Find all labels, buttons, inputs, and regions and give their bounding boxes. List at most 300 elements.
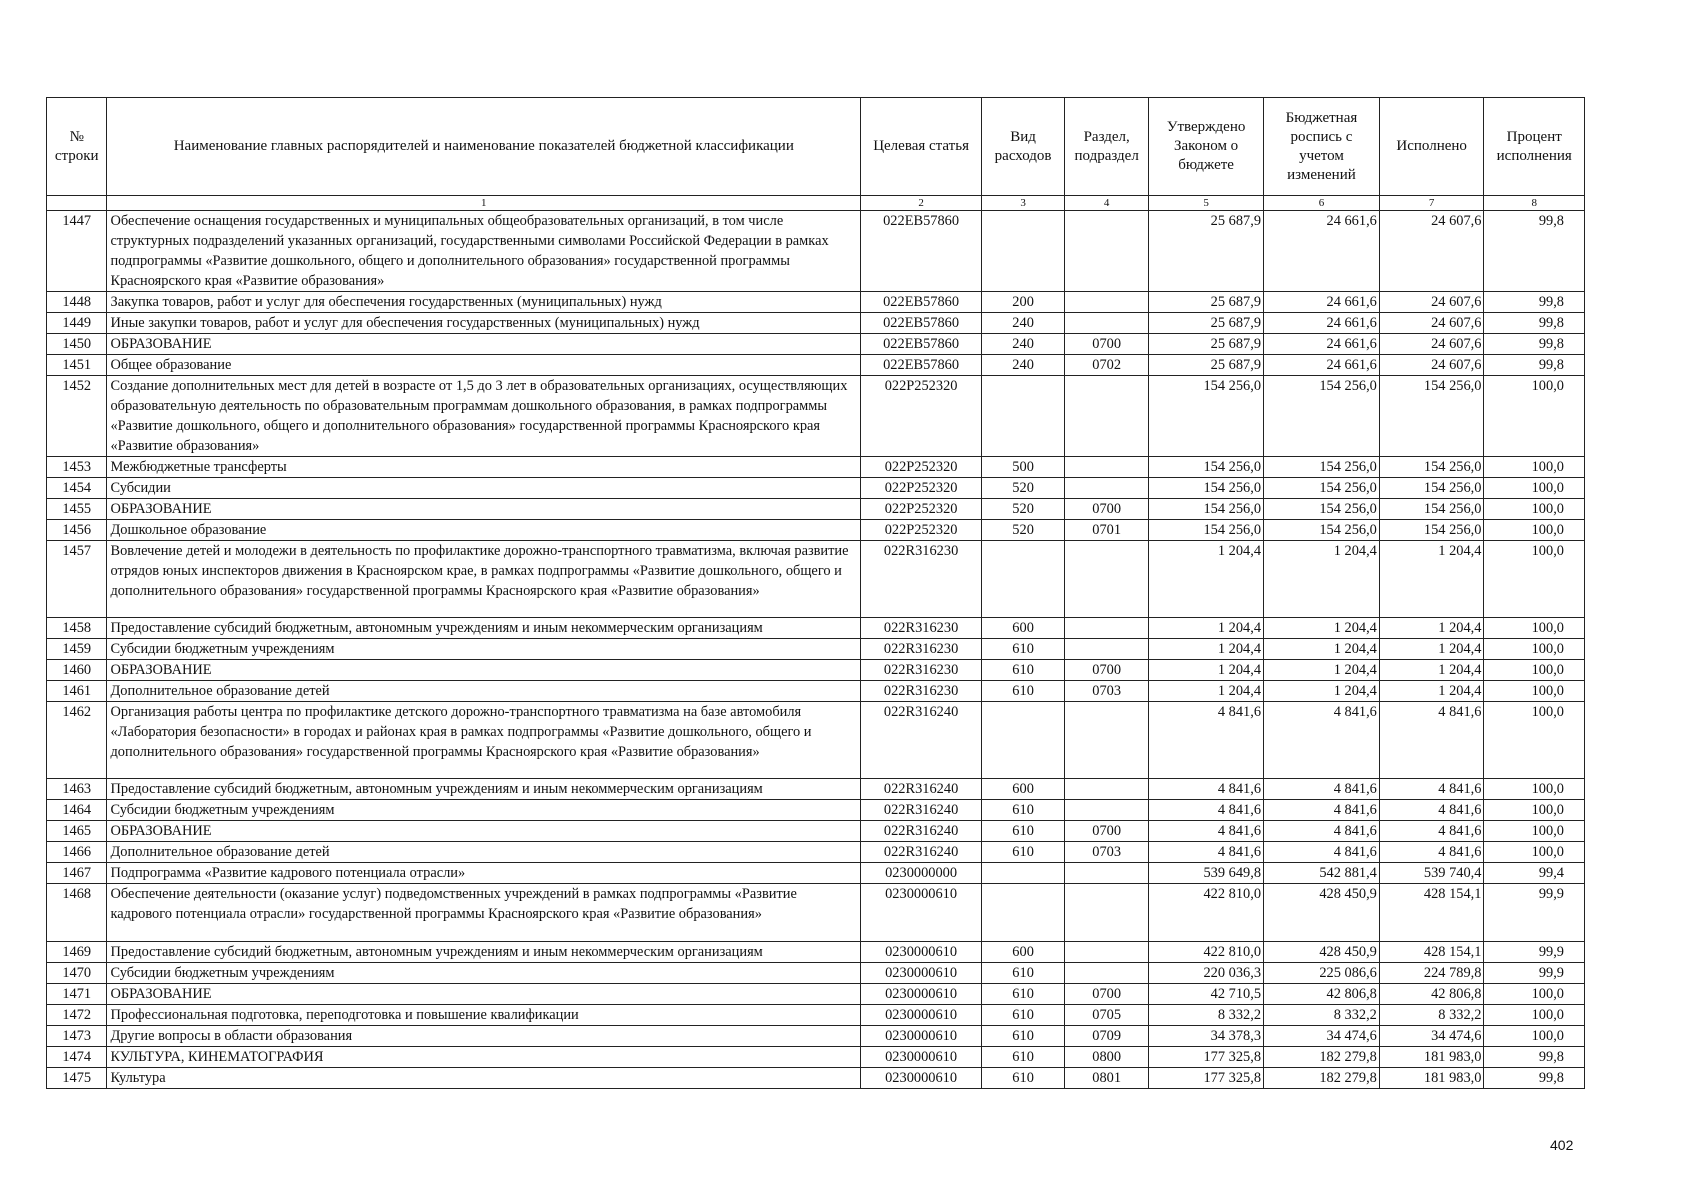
row-expense-type: 520 <box>982 478 1065 499</box>
table-row <box>47 292 1585 313</box>
row-percent: 100,0 <box>1484 1026 1585 1047</box>
row-approved: 8 332,2 <box>1149 1005 1264 1026</box>
row-target-article: 022R316230 <box>861 681 982 702</box>
row-number: 1469 <box>47 942 107 963</box>
table-row <box>47 863 1585 884</box>
row-percent: 100,0 <box>1484 660 1585 681</box>
row-section <box>1065 963 1149 984</box>
row-expense-type: 610 <box>982 963 1065 984</box>
row-approved: 154 256,0 <box>1149 376 1264 457</box>
budget-table-sheet <box>46 97 1585 1089</box>
row-target-article: 022R316230 <box>861 639 982 660</box>
table-row <box>47 660 1585 681</box>
row-section <box>1065 618 1149 639</box>
header-percent: Процент исполнения <box>1484 98 1585 196</box>
row-approved: 220 036,3 <box>1149 963 1264 984</box>
row-name: Создание дополнительных мест для детей в возрасте от 1,5 до 3 лет в образовательных организациях, осуществляющих образовательную деятельность по образовательным программам дошкольного образования, в рамках подпрограммы «Развитие дошкольного, общего и дополнительного образования» государственной программы Красноярского края «Развитие образования» <box>107 376 861 457</box>
row-executed: 24 607,6 <box>1379 313 1484 334</box>
row-approved: 25 687,9 <box>1149 313 1264 334</box>
row-number: 1468 <box>47 884 107 942</box>
row-budget-list: 542 881,4 <box>1264 863 1380 884</box>
row-expense-type: 240 <box>982 334 1065 355</box>
row-expense-type: 610 <box>982 1068 1065 1089</box>
row-number: 1472 <box>47 1005 107 1026</box>
row-percent: 99,9 <box>1484 884 1585 942</box>
row-section <box>1065 942 1149 963</box>
row-target-article: 0230000610 <box>861 942 982 963</box>
header-name: Наименование главных распорядителей и наименование показателей бюджетной классификации <box>107 98 861 196</box>
row-budget-list: 428 450,9 <box>1264 884 1380 942</box>
row-expense-type: 610 <box>982 660 1065 681</box>
row-approved: 1 204,4 <box>1149 618 1264 639</box>
table-row <box>47 1026 1585 1047</box>
row-name: Предоставление субсидий бюджетным, автономным учреждениям и иным некоммерческим организациям <box>107 779 861 800</box>
row-approved: 154 256,0 <box>1149 478 1264 499</box>
row-target-article: 022R316240 <box>861 800 982 821</box>
row-expense-type: 610 <box>982 821 1065 842</box>
column-number: 8 <box>1484 196 1585 211</box>
row-name: Обеспечение деятельности (оказание услуг) подведомственных учреждений в рамках подпрограммы «Развитие кадрового потенциала отрасли» государственной программы Красноярского края «Развитие образования» <box>107 884 861 942</box>
row-name: Общее образование <box>107 355 861 376</box>
row-target-article: 022P252320 <box>861 376 982 457</box>
table-body <box>47 211 1585 1089</box>
table-row <box>47 842 1585 863</box>
row-budget-list: 154 256,0 <box>1264 499 1380 520</box>
row-percent: 99,8 <box>1484 1047 1585 1068</box>
row-number: 1460 <box>47 660 107 681</box>
row-name: КУЛЬТУРА, КИНЕМАТОГРАФИЯ <box>107 1047 861 1068</box>
row-approved: 25 687,9 <box>1149 292 1264 313</box>
row-expense-type: 240 <box>982 355 1065 376</box>
table-row <box>47 800 1585 821</box>
row-percent: 100,0 <box>1484 541 1585 618</box>
row-number: 1454 <box>47 478 107 499</box>
table-row <box>47 334 1585 355</box>
row-name: Предоставление субсидий бюджетным, автономным учреждениям и иным некоммерческим организациям <box>107 942 861 963</box>
row-number: 1470 <box>47 963 107 984</box>
row-expense-type: 610 <box>982 1047 1065 1068</box>
row-number: 1464 <box>47 800 107 821</box>
row-approved: 4 841,6 <box>1149 821 1264 842</box>
table-row <box>47 779 1585 800</box>
row-number: 1448 <box>47 292 107 313</box>
table-row <box>47 499 1585 520</box>
row-executed: 1 204,4 <box>1379 639 1484 660</box>
row-executed: 24 607,6 <box>1379 355 1484 376</box>
row-approved: 4 841,6 <box>1149 800 1264 821</box>
row-expense-type: 610 <box>982 984 1065 1005</box>
table-row <box>47 884 1585 942</box>
row-number: 1465 <box>47 821 107 842</box>
row-budget-list: 8 332,2 <box>1264 1005 1380 1026</box>
table-row <box>47 1047 1585 1068</box>
row-section: 0709 <box>1065 1026 1149 1047</box>
row-section: 0700 <box>1065 660 1149 681</box>
row-approved: 154 256,0 <box>1149 457 1264 478</box>
row-name: Субсидии бюджетным учреждениям <box>107 639 861 660</box>
row-percent: 99,8 <box>1484 355 1585 376</box>
row-target-article: 0230000610 <box>861 984 982 1005</box>
row-approved: 4 841,6 <box>1149 702 1264 779</box>
header-budget-list: Бюджетная роспись с учетом изменений <box>1264 98 1380 196</box>
row-name: ОБРАЗОВАНИЕ <box>107 984 861 1005</box>
row-budget-list: 182 279,8 <box>1264 1047 1380 1068</box>
row-name: Дополнительное образование детей <box>107 842 861 863</box>
row-percent: 99,8 <box>1484 292 1585 313</box>
row-target-article: 022R316230 <box>861 618 982 639</box>
row-expense-type: 600 <box>982 618 1065 639</box>
column-number: 2 <box>861 196 982 211</box>
table-row <box>47 639 1585 660</box>
row-target-article: 0230000610 <box>861 963 982 984</box>
header-target-article: Целевая статья <box>861 98 982 196</box>
row-expense-type: 200 <box>982 292 1065 313</box>
row-target-article: 0230000610 <box>861 1047 982 1068</box>
row-executed: 154 256,0 <box>1379 520 1484 541</box>
row-expense-type <box>982 376 1065 457</box>
row-number: 1471 <box>47 984 107 1005</box>
row-executed: 154 256,0 <box>1379 457 1484 478</box>
row-percent: 100,0 <box>1484 639 1585 660</box>
row-section: 0801 <box>1065 1068 1149 1089</box>
row-percent: 100,0 <box>1484 702 1585 779</box>
row-budget-list: 1 204,4 <box>1264 618 1380 639</box>
row-executed: 428 154,1 <box>1379 942 1484 963</box>
row-approved: 154 256,0 <box>1149 499 1264 520</box>
row-target-article: 022P252320 <box>861 520 982 541</box>
row-number: 1453 <box>47 457 107 478</box>
row-name: Предоставление субсидий бюджетным, автономным учреждениям и иным некоммерческим организациям <box>107 618 861 639</box>
row-executed: 181 983,0 <box>1379 1068 1484 1089</box>
table-row <box>47 984 1585 1005</box>
row-budget-list: 154 256,0 <box>1264 376 1380 457</box>
row-approved: 25 687,9 <box>1149 355 1264 376</box>
row-expense-type: 610 <box>982 1026 1065 1047</box>
row-percent: 100,0 <box>1484 520 1585 541</box>
row-percent: 100,0 <box>1484 800 1585 821</box>
row-name: Закупка товаров, работ и услуг для обеспечения государственных (муниципальных) нужд <box>107 292 861 313</box>
row-approved: 1 204,4 <box>1149 681 1264 702</box>
row-expense-type: 600 <box>982 779 1065 800</box>
header-row-no: № строки <box>47 98 107 196</box>
row-expense-type: 610 <box>982 800 1065 821</box>
row-executed: 24 607,6 <box>1379 211 1484 292</box>
row-name: ОБРАЗОВАНИЕ <box>107 334 861 355</box>
row-budget-list: 4 841,6 <box>1264 702 1380 779</box>
row-target-article: 022R316240 <box>861 779 982 800</box>
row-target-article: 022EB57860 <box>861 355 982 376</box>
row-percent: 100,0 <box>1484 779 1585 800</box>
row-target-article: 022EB57860 <box>861 211 982 292</box>
row-approved: 177 325,8 <box>1149 1047 1264 1068</box>
row-percent: 99,8 <box>1484 313 1585 334</box>
row-executed: 224 789,8 <box>1379 963 1484 984</box>
row-executed: 539 740,4 <box>1379 863 1484 884</box>
row-name: Организация работы центра по профилактике детского дорожно-транспортного травматизма на базе автомобиля «Лаборатория безопасности» в городах и районах края в рамках подпрограммы «Развитие дошкольного, общего и дополнительного образования» государственной программы Красноярского края «Развитие образования» <box>107 702 861 779</box>
row-name: Субсидии бюджетным учреждениям <box>107 963 861 984</box>
row-percent: 100,0 <box>1484 681 1585 702</box>
row-expense-type <box>982 541 1065 618</box>
row-approved: 34 378,3 <box>1149 1026 1264 1047</box>
column-number: 5 <box>1149 196 1264 211</box>
row-number: 1466 <box>47 842 107 863</box>
row-approved: 1 204,4 <box>1149 639 1264 660</box>
row-number: 1451 <box>47 355 107 376</box>
row-target-article: 022EB57860 <box>861 313 982 334</box>
row-section <box>1065 376 1149 457</box>
row-budget-list: 182 279,8 <box>1264 1068 1380 1089</box>
row-budget-list: 34 474,6 <box>1264 1026 1380 1047</box>
row-name: Иные закупки товаров, работ и услуг для обеспечения государственных (муниципальных) нужд <box>107 313 861 334</box>
row-number: 1459 <box>47 639 107 660</box>
row-name: ОБРАЗОВАНИЕ <box>107 499 861 520</box>
row-number: 1462 <box>47 702 107 779</box>
row-section: 0700 <box>1065 821 1149 842</box>
row-number: 1447 <box>47 211 107 292</box>
column-number-blank <box>47 196 107 211</box>
row-section <box>1065 863 1149 884</box>
column-number: 7 <box>1379 196 1484 211</box>
row-section: 0703 <box>1065 681 1149 702</box>
row-budget-list: 1 204,4 <box>1264 639 1380 660</box>
header-row <box>47 98 1585 196</box>
row-percent: 100,0 <box>1484 478 1585 499</box>
row-section: 0701 <box>1065 520 1149 541</box>
row-section: 0700 <box>1065 334 1149 355</box>
row-approved: 422 810,0 <box>1149 884 1264 942</box>
row-number: 1455 <box>47 499 107 520</box>
row-budget-list: 154 256,0 <box>1264 520 1380 541</box>
row-target-article: 022P252320 <box>861 478 982 499</box>
row-budget-list: 24 661,6 <box>1264 334 1380 355</box>
row-target-article: 022EB57860 <box>861 334 982 355</box>
row-number: 1474 <box>47 1047 107 1068</box>
row-expense-type <box>982 211 1065 292</box>
row-percent: 100,0 <box>1484 821 1585 842</box>
row-executed: 1 204,4 <box>1379 541 1484 618</box>
row-percent: 100,0 <box>1484 984 1585 1005</box>
row-section <box>1065 884 1149 942</box>
row-section: 0705 <box>1065 1005 1149 1026</box>
row-name: ОБРАЗОВАНИЕ <box>107 660 861 681</box>
column-number: 1 <box>107 196 861 211</box>
row-name: Межбюджетные трансферты <box>107 457 861 478</box>
row-expense-type <box>982 884 1065 942</box>
row-percent: 99,8 <box>1484 211 1585 292</box>
page-number: 402 <box>1550 1137 1574 1153</box>
row-section <box>1065 541 1149 618</box>
row-name: Профессиональная подготовка, переподготовка и повышение квалификации <box>107 1005 861 1026</box>
row-percent: 99,8 <box>1484 334 1585 355</box>
row-budget-list: 24 661,6 <box>1264 292 1380 313</box>
table-row <box>47 1005 1585 1026</box>
row-executed: 154 256,0 <box>1379 499 1484 520</box>
header-section: Раздел, подраздел <box>1065 98 1149 196</box>
row-approved: 4 841,6 <box>1149 779 1264 800</box>
row-executed: 4 841,6 <box>1379 842 1484 863</box>
row-section: 0703 <box>1065 842 1149 863</box>
row-name: Подпрограмма «Развитие кадрового потенциала отрасли» <box>107 863 861 884</box>
table-row <box>47 821 1585 842</box>
row-number: 1463 <box>47 779 107 800</box>
row-section <box>1065 702 1149 779</box>
row-approved: 177 325,8 <box>1149 1068 1264 1089</box>
row-expense-type: 520 <box>982 499 1065 520</box>
row-executed: 428 154,1 <box>1379 884 1484 942</box>
row-executed: 154 256,0 <box>1379 376 1484 457</box>
table-row <box>47 355 1585 376</box>
table-row <box>47 702 1585 779</box>
row-target-article: 0230000610 <box>861 1026 982 1047</box>
row-section <box>1065 478 1149 499</box>
row-executed: 4 841,6 <box>1379 779 1484 800</box>
row-section <box>1065 800 1149 821</box>
row-approved: 422 810,0 <box>1149 942 1264 963</box>
row-number: 1450 <box>47 334 107 355</box>
row-percent: 100,0 <box>1484 457 1585 478</box>
row-expense-type: 610 <box>982 639 1065 660</box>
row-budget-list: 1 204,4 <box>1264 541 1380 618</box>
table-row <box>47 618 1585 639</box>
row-section: 0800 <box>1065 1047 1149 1068</box>
column-number: 3 <box>982 196 1065 211</box>
row-budget-list: 225 086,6 <box>1264 963 1380 984</box>
row-number: 1475 <box>47 1068 107 1089</box>
row-name: Вовлечение детей и молодежи в деятельность по профилактике дорожно-транспортного травматизма, включая развитие отрядов юных инспекторов движения в Красноярском крае, в рамках подпрограммы «Развитие дошкольного, общего и дополнительного образования» государственной программы Красноярского края «Развитие образования» <box>107 541 861 618</box>
row-expense-type <box>982 702 1065 779</box>
row-executed: 8 332,2 <box>1379 1005 1484 1026</box>
row-executed: 24 607,6 <box>1379 292 1484 313</box>
row-name: Субсидии бюджетным учреждениям <box>107 800 861 821</box>
table-row <box>47 211 1585 292</box>
table-row <box>47 376 1585 457</box>
row-section: 0700 <box>1065 499 1149 520</box>
table-row <box>47 520 1585 541</box>
row-target-article: 022R316240 <box>861 821 982 842</box>
column-number: 4 <box>1065 196 1149 211</box>
row-budget-list: 24 661,6 <box>1264 313 1380 334</box>
row-budget-list: 428 450,9 <box>1264 942 1380 963</box>
row-executed: 4 841,6 <box>1379 800 1484 821</box>
row-name: Обеспечение оснащения государственных и муниципальных общеобразовательных организаций, в том числе структурных подразделений указанных организаций, государственными символами Российской Федерации в рамках подпрограммы «Развитие дошкольного, общего и дополнительного образования» государственной программы Красноярского края «Развитие образования» <box>107 211 861 292</box>
row-percent: 100,0 <box>1484 618 1585 639</box>
row-approved: 42 710,5 <box>1149 984 1264 1005</box>
row-percent: 100,0 <box>1484 842 1585 863</box>
row-percent: 99,9 <box>1484 963 1585 984</box>
row-section <box>1065 313 1149 334</box>
row-section: 0700 <box>1065 984 1149 1005</box>
row-executed: 1 204,4 <box>1379 618 1484 639</box>
row-target-article: 0230000610 <box>861 884 982 942</box>
row-section <box>1065 779 1149 800</box>
table-row <box>47 478 1585 499</box>
budget-table <box>46 97 1585 1089</box>
row-approved: 25 687,9 <box>1149 334 1264 355</box>
row-percent: 99,4 <box>1484 863 1585 884</box>
row-executed: 154 256,0 <box>1379 478 1484 499</box>
row-expense-type: 520 <box>982 520 1065 541</box>
row-number: 1452 <box>47 376 107 457</box>
row-number: 1467 <box>47 863 107 884</box>
row-budget-list: 24 661,6 <box>1264 211 1380 292</box>
row-target-article: 022EB57860 <box>861 292 982 313</box>
row-section <box>1065 211 1149 292</box>
row-section <box>1065 457 1149 478</box>
header-executed: Исполнено <box>1379 98 1484 196</box>
row-expense-type: 610 <box>982 681 1065 702</box>
table-row <box>47 313 1585 334</box>
row-name: ОБРАЗОВАНИЕ <box>107 821 861 842</box>
row-expense-type: 240 <box>982 313 1065 334</box>
row-number: 1449 <box>47 313 107 334</box>
row-approved: 539 649,8 <box>1149 863 1264 884</box>
row-target-article: 0230000610 <box>861 1068 982 1089</box>
row-executed: 181 983,0 <box>1379 1047 1484 1068</box>
row-budget-list: 1 204,4 <box>1264 681 1380 702</box>
row-target-article: 022R316240 <box>861 702 982 779</box>
row-budget-list: 24 661,6 <box>1264 355 1380 376</box>
row-expense-type: 610 <box>982 1005 1065 1026</box>
table-row <box>47 963 1585 984</box>
row-executed: 1 204,4 <box>1379 681 1484 702</box>
row-percent: 100,0 <box>1484 1005 1585 1026</box>
row-name: Субсидии <box>107 478 861 499</box>
header-expense-type: Вид расходов <box>982 98 1065 196</box>
row-budget-list: 4 841,6 <box>1264 800 1380 821</box>
row-executed: 42 806,8 <box>1379 984 1484 1005</box>
row-approved: 25 687,9 <box>1149 211 1264 292</box>
row-number: 1457 <box>47 541 107 618</box>
row-target-article: 022P252320 <box>861 499 982 520</box>
row-budget-list: 4 841,6 <box>1264 779 1380 800</box>
row-target-article: 022R316230 <box>861 660 982 681</box>
row-budget-list: 154 256,0 <box>1264 478 1380 499</box>
row-target-article: 022R316240 <box>861 842 982 863</box>
row-budget-list: 4 841,6 <box>1264 821 1380 842</box>
row-name: Другие вопросы в области образования <box>107 1026 861 1047</box>
row-name: Дополнительное образование детей <box>107 681 861 702</box>
header-approved: Утверждено Законом о бюджете <box>1149 98 1264 196</box>
table-row <box>47 942 1585 963</box>
column-number-row <box>47 196 1585 211</box>
row-number: 1461 <box>47 681 107 702</box>
row-target-article: 0230000000 <box>861 863 982 884</box>
row-section <box>1065 639 1149 660</box>
row-percent: 99,9 <box>1484 942 1585 963</box>
row-percent: 99,8 <box>1484 1068 1585 1089</box>
row-number: 1458 <box>47 618 107 639</box>
row-executed: 34 474,6 <box>1379 1026 1484 1047</box>
row-target-article: 022R316230 <box>861 541 982 618</box>
row-expense-type <box>982 863 1065 884</box>
table-row <box>47 1068 1585 1089</box>
table-row <box>47 457 1585 478</box>
row-approved: 4 841,6 <box>1149 842 1264 863</box>
row-approved: 154 256,0 <box>1149 520 1264 541</box>
row-percent: 100,0 <box>1484 499 1585 520</box>
row-section: 0702 <box>1065 355 1149 376</box>
row-budget-list: 4 841,6 <box>1264 842 1380 863</box>
row-executed: 24 607,6 <box>1379 334 1484 355</box>
column-number: 6 <box>1264 196 1380 211</box>
row-executed: 1 204,4 <box>1379 660 1484 681</box>
row-number: 1473 <box>47 1026 107 1047</box>
row-percent: 100,0 <box>1484 376 1585 457</box>
row-executed: 4 841,6 <box>1379 821 1484 842</box>
table-row <box>47 541 1585 618</box>
row-budget-list: 42 806,8 <box>1264 984 1380 1005</box>
row-expense-type: 500 <box>982 457 1065 478</box>
